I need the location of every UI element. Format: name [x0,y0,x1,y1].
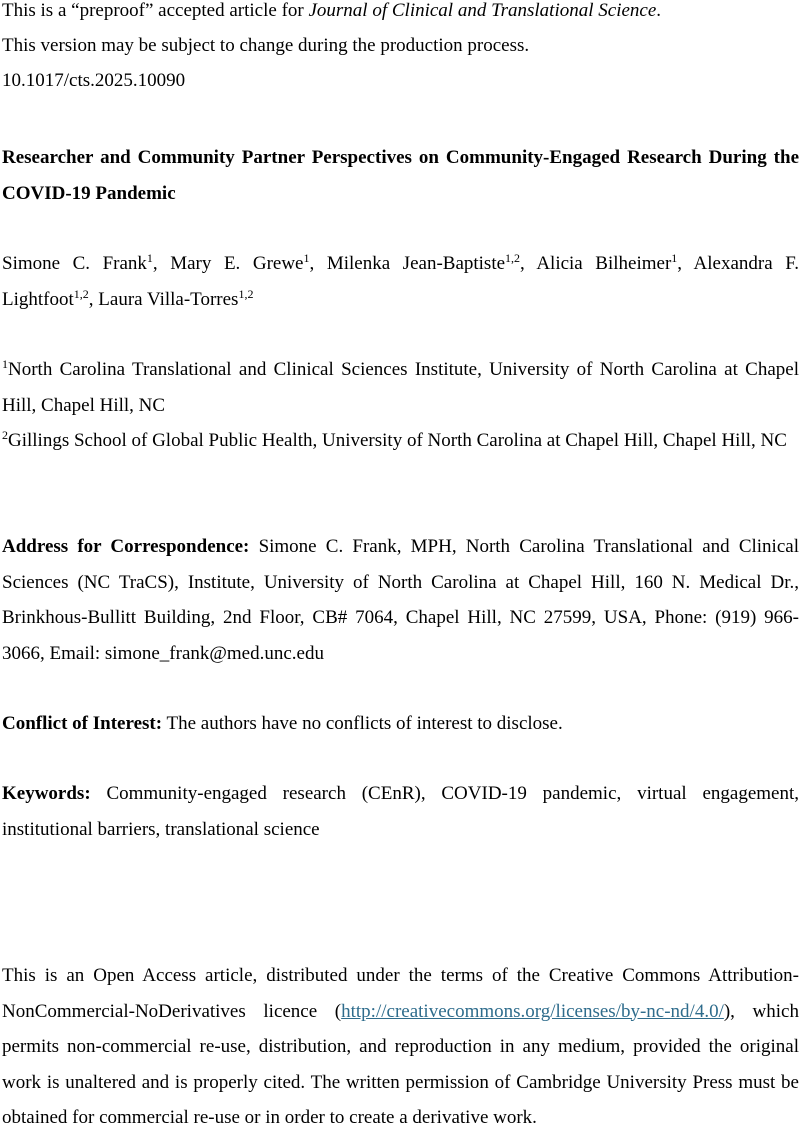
license-link[interactable]: http://creativecommons.org/licenses/by-nc-nd/4.0/ [341,1000,724,1022]
preproof-notice-text: This is a “preproof” accepted article for [2,0,309,21]
preproof-notice [2,0,661,22]
affiliation-text: North Carolina Translational and Clinical Sciences Institute, University of North Carolina at Chapel Hill, Chapel Hill, NC [2,359,799,416]
correspondence-text: Simone C. Frank, MPH, North Carolina Translational and Clinical Sciences (NC TraCS), Institute, University of North Carolina at Chapel Hill, 160 N. Medical Dr., Brinkhous-Bullitt Building, 2nd Floor, CB# 7064, Chapel Hill, NC 27599, USA, Phone: (919) 966-3066, Email: simone_frank@med.unc.edu [2,536,799,664]
conflict-label: Conflict of Interest: [2,713,163,734]
affiliation-number: 2 [2,428,8,442]
affiliation-text: Gillings School of Global Public Health, University of North Carolina at Chapel Hill, Chapel Hill, NC [8,430,787,451]
affiliation-2 [2,423,799,459]
conflict-text: The authors have no conflicts of interest to disclose. [166,713,563,734]
author: Laura Villa-Torres$^{1,2}$ [98,286,254,310]
affiliation-number: 1 [2,357,8,371]
journal-name: Journal of Clinical and Translational Science [308,0,657,21]
preproof-notice-period: . [656,0,662,21]
keywords-text: Community-engaged research (CEnR), COVID-19 pandemic, virtual engagement, institutional barriers, translational science [2,783,799,840]
author: Milenka Jean-Baptiste$^{1,2}$, [326,251,537,274]
license-text-after: ), which permits non-commercial re-use, distribution, and reproduction in any medium, provided the original work is unaltered and is properly cited. The written permission of Cambridge University Press must be obtained for commercial re-use or in order to create a derivative work. [2,1000,799,1128]
author: Alicia Bilheimer$^1$, [536,251,694,274]
keywords [2,776,799,847]
conflict-of-interest [2,706,799,742]
author: Simone C. Frank$^1$, [2,251,171,274]
keywords-label: Keywords: [2,783,91,804]
license-notice [2,958,799,1136]
license-text-before: This is an Open Access article, distributed under the terms of the Creative Commons Attribution-NonCommercial-NoDerivatives licence ( [2,965,799,1022]
production-notice: This version may be subject to change during the production process. [2,35,530,56]
correspondence [2,529,799,671]
article-title: Researcher and Community Partner Perspectives on Community-Engaged Research During the COVID-19 Pandemic [2,147,799,204]
author-list [2,246,799,317]
doi: 10.1017/cts.2025.10090 [2,70,186,91]
author: Mary E. Grewe$^1$, [170,251,327,274]
author: Alexandra F. Lightfoot$^{1,2}$, [2,253,800,310]
affiliation-1 [2,352,799,423]
correspondence-label: Address for Correspondence: [2,536,250,557]
